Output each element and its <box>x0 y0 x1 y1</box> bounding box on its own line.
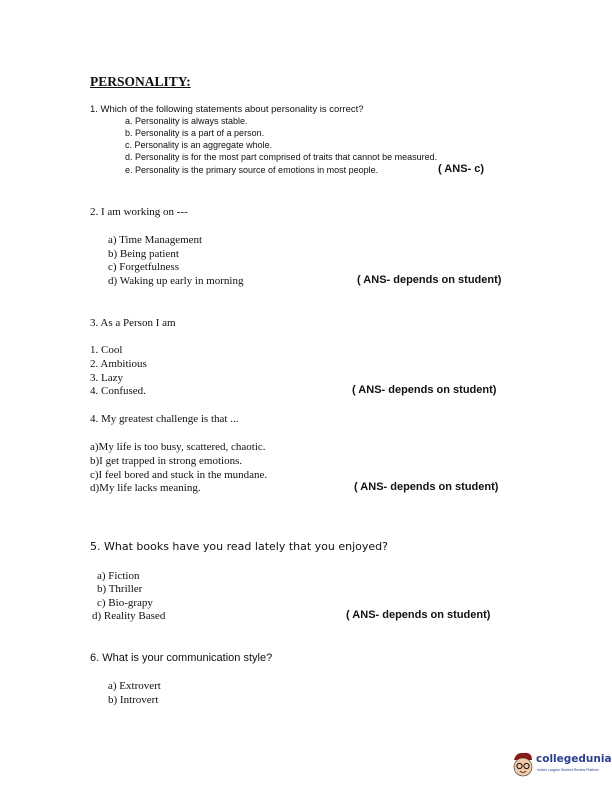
question-5: 5. What books have you read lately that you enjoyed? <box>90 540 388 553</box>
question-4: 4. My greatest challenge is that ... <box>90 413 239 425</box>
logo-tagline: India's Largest Student Review Platform <box>537 768 600 772</box>
q5-answer: ( ANS- depends on student) <box>346 609 491 621</box>
q3-answer: ( ANS- depends on student) <box>352 384 497 396</box>
q1-option-a: a. Personality is always stable. <box>125 116 248 126</box>
mascot-icon <box>510 750 536 780</box>
q1-option-d: d. Personality is for the most part comprised of traits that cannot be measured. <box>125 152 438 162</box>
page-title: PERSONALITY: <box>90 74 191 89</box>
q4-option-d: d)My life lacks meaning. <box>90 482 201 494</box>
q4-option-b: b)I get trapped in strong emotions. <box>90 455 243 467</box>
collegedunia-logo <box>510 750 612 782</box>
q1-option-b: b. Personality is a part of a person. <box>125 128 265 138</box>
q1-answer: ( ANS- c) <box>438 163 485 175</box>
q5-option-d: d) Reality Based <box>92 610 166 622</box>
q6-option-a: a) Extrovert <box>108 680 161 692</box>
logo-name: collegedunia <box>536 753 612 765</box>
q4-answer: ( ANS- depends on student) <box>354 481 499 493</box>
q2-option-a: a) Time Management <box>108 234 203 246</box>
q3-option-3: 3. Lazy <box>90 372 123 384</box>
q2-option-d: d) Waking up early in morning <box>108 275 244 287</box>
q5-option-b: b) Thriller <box>97 583 143 595</box>
q1-option-c: c. Personality is an aggregate whole. <box>125 140 273 150</box>
q6-option-b: b) Introvert <box>108 694 159 706</box>
q2-option-b: b) Being patient <box>108 248 179 260</box>
q1-option-e: e. Personality is the primary source of emotions in most people. <box>125 165 379 175</box>
q2-option-c: c) Forgetfulness <box>108 261 179 273</box>
question-6: 6. What is your communication style? <box>90 652 273 664</box>
q5-option-c: c) Bio-grapy <box>97 597 153 609</box>
question-2: 2. I am working on --- <box>90 206 188 218</box>
question-3: 3. As a Person I am <box>90 317 176 329</box>
q4-option-a: a)My life is too busy, scattered, chaotic. <box>90 441 266 453</box>
q2-answer: ( ANS- depends on student) <box>357 274 502 286</box>
q3-option-4: 4. Confused. <box>90 385 146 397</box>
q5-option-a: a) Fiction <box>97 570 140 582</box>
q3-option-1: 1. Cool <box>90 344 123 356</box>
question-1: 1. Which of the following statements about personality is correct? <box>90 104 364 115</box>
q4-option-c: c)I feel bored and stuck in the mundane. <box>90 469 268 481</box>
q3-option-2: 2. Ambitious <box>90 358 147 370</box>
